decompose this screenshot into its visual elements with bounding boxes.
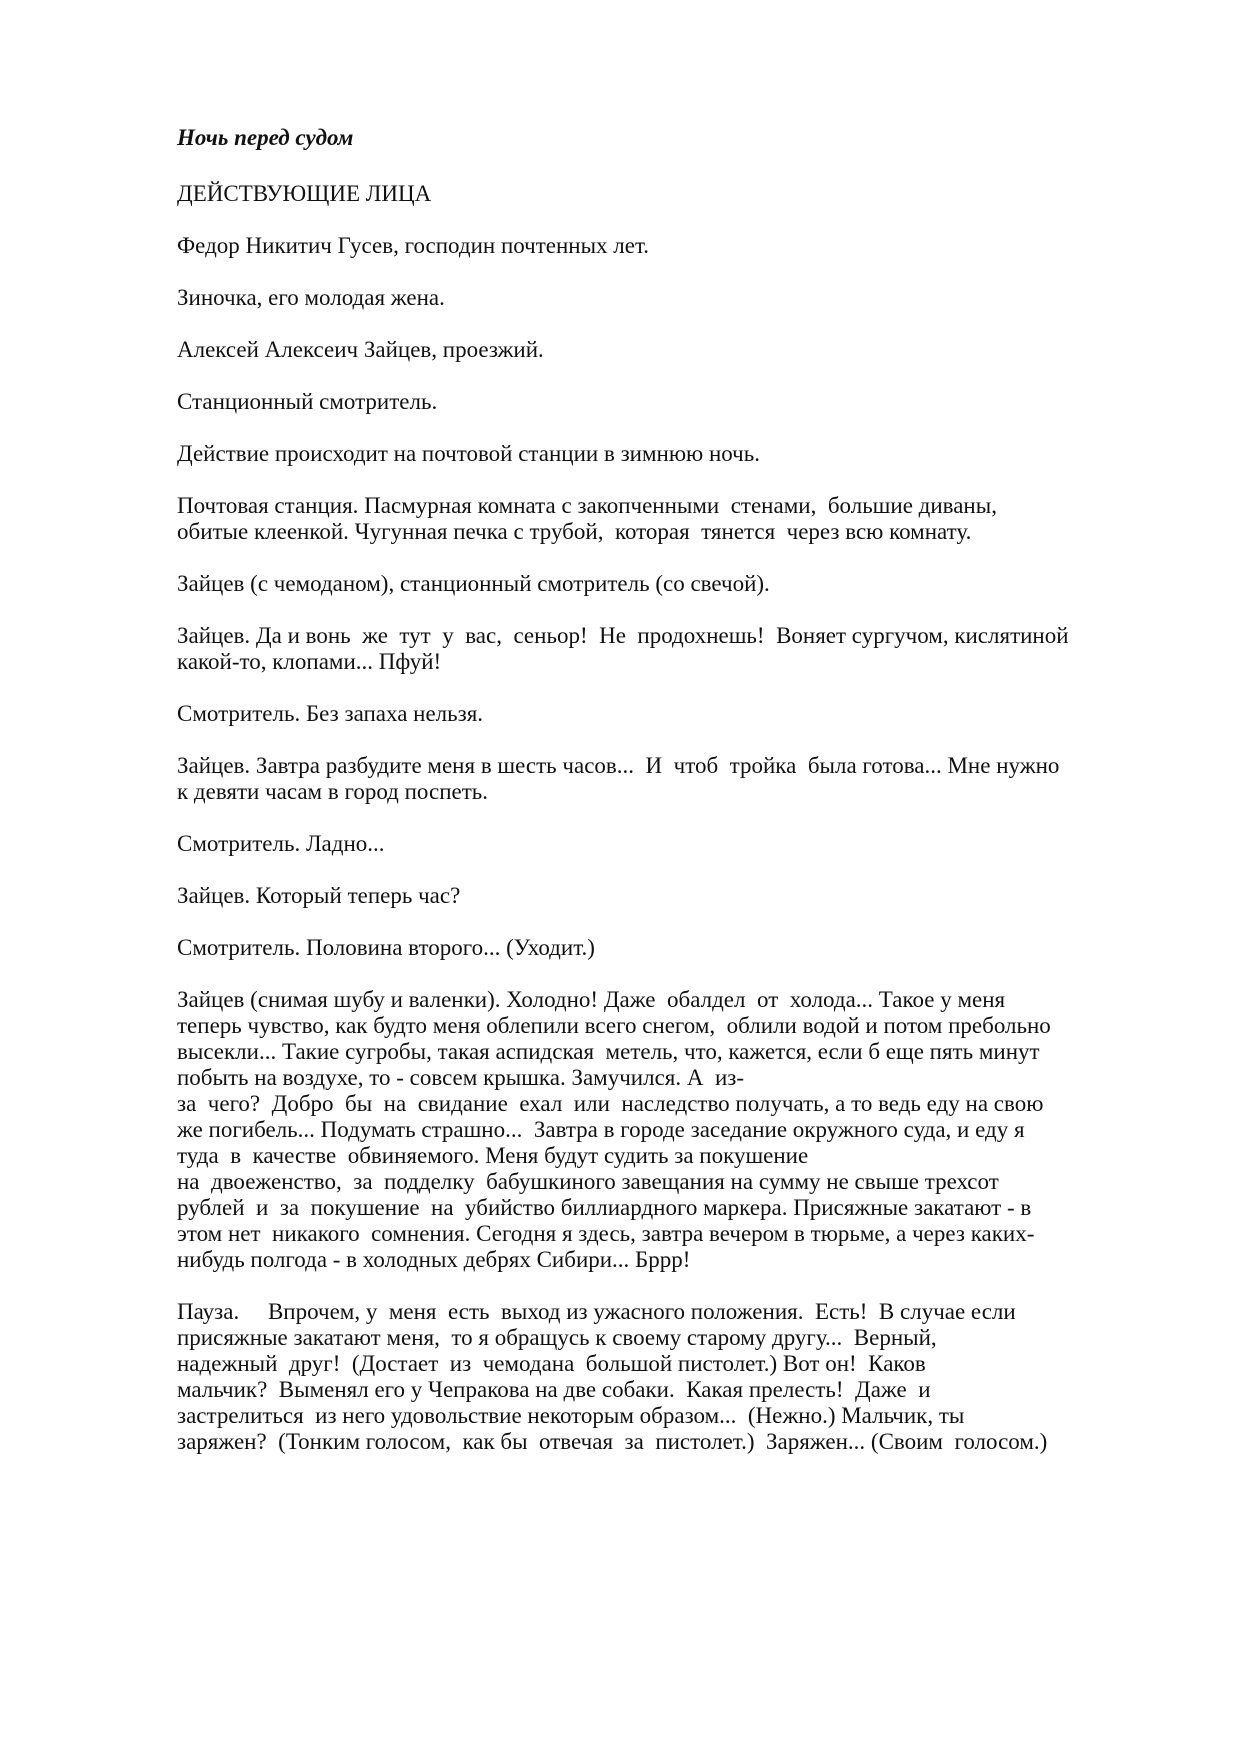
dialogue-line: к девяти часам в город поспеть. [177,779,489,804]
scene-line: Почтовая станция. Пасмурная комната с закопченными стенами, большие диваны, [177,493,997,518]
dialogue-line: за чего? Добро бы на свидание ехал или наследство получать, а то ведь еду на свою [177,1091,1044,1116]
dialogue-line: Смотритель. Половина второго... (Уходит.) [177,935,595,960]
dialogue-line: рублей и за покушение на убийство биллиардного маркера. Присяжные закатают - в [177,1195,1032,1220]
dialogue-line: Пауза. Впрочем, у меня есть выход из ужасного положения. Есть! В случае если [177,1299,1016,1324]
document-title: Ночь перед судом [177,125,354,150]
dialogue-line: Смотритель. Ладно... [177,831,385,856]
character-stationmaster: Станционный смотритель. [177,389,438,414]
dialogue-line: же погибель... Подумать страшно... Завтра в городе заседание окружного суда, и еду я [177,1117,1025,1142]
character-zaytsev: Алексей Алексеич Зайцев, проезжий. [177,337,544,362]
dialogue-line: надежный друг! (Достает из чемодана большой пистолет.) Вот он! Каков [177,1351,926,1376]
dialogue-line: присяжные закатают меня, то я обращусь к своему старому другу... Верный, [177,1325,937,1350]
dialogue-line: Зайцев. Который теперь час? [177,883,461,908]
stage-direction: Зайцев (с чемоданом), станционный смотритель (со свечой). [177,571,770,596]
characters-heading: ДЕЙСТВУЮЩИЕ ЛИЦА [177,181,432,206]
dialogue-line: на двоеженство, за подделку бабушкиного завещания на сумму не свыше трехсот [177,1169,999,1194]
dialogue-line: этом нет никакого сомнения. Сегодня я здесь, завтра вечером в тюрьме, а через каких- [177,1221,1035,1246]
dialogue-line: побыть на воздухе, то - совсем крышка. Замучился. А из- [177,1065,745,1090]
dialogue-line: Зайцев. Завтра разбудите меня в шесть часов... И чтоб тройка была готова... Мне нужно [177,753,1060,778]
character-zinochka: Зиночка, его молодая жена. [177,285,445,310]
dialogue-line: какой-то, клопами... Пфуй! [177,649,442,674]
character-gusev: Федор Никитич Гусев, господин почтенных лет. [177,233,650,258]
dialogue-line: теперь чувство, как будто меня облепили всего снегом, облили водой и потом пребольно [177,1013,1051,1038]
dialogue-line: застрелиться из него удовольствие некоторым образом... (Нежно.) Мальчик, ты [177,1403,965,1428]
setting-line: Действие происходит на почтовой станции в зимнюю ночь. [177,441,760,466]
dialogue-line: Смотритель. Без запаха нельзя. [177,701,484,726]
scene-line: обитые клеенкой. Чугунная печка с трубой, которая тянется через всю комнату. [177,519,972,544]
dialogue-line: мальчик? Выменял его у Чепракова на две собаки. Какая прелесть! Даже и [177,1377,931,1402]
dialogue-line: высекли... Такие сугробы, такая аспидская метель, что, кажется, если б еще пять минут [177,1039,1040,1064]
dialogue-line: туда в качестве обвиняемого. Меня будут судить за покушение [177,1143,809,1168]
dialogue-line: Зайцев (снимая шубу и валенки). Холодно! Даже обалдел от холода... Такое у меня [177,987,1006,1012]
dialogue-line: Зайцев. Да и вонь же тут у вас, сеньор! Не продохнешь! Воняет сургучом, кислятиной [177,623,1069,648]
dialogue-line: заряжен? (Тонким голосом, как бы отвечая за пистолет.) Заряжен... (Своим голосом.) [177,1429,1048,1454]
dialogue-line: нибудь полгода - в холодных дебрях Сибири... Бррр! [177,1247,691,1272]
